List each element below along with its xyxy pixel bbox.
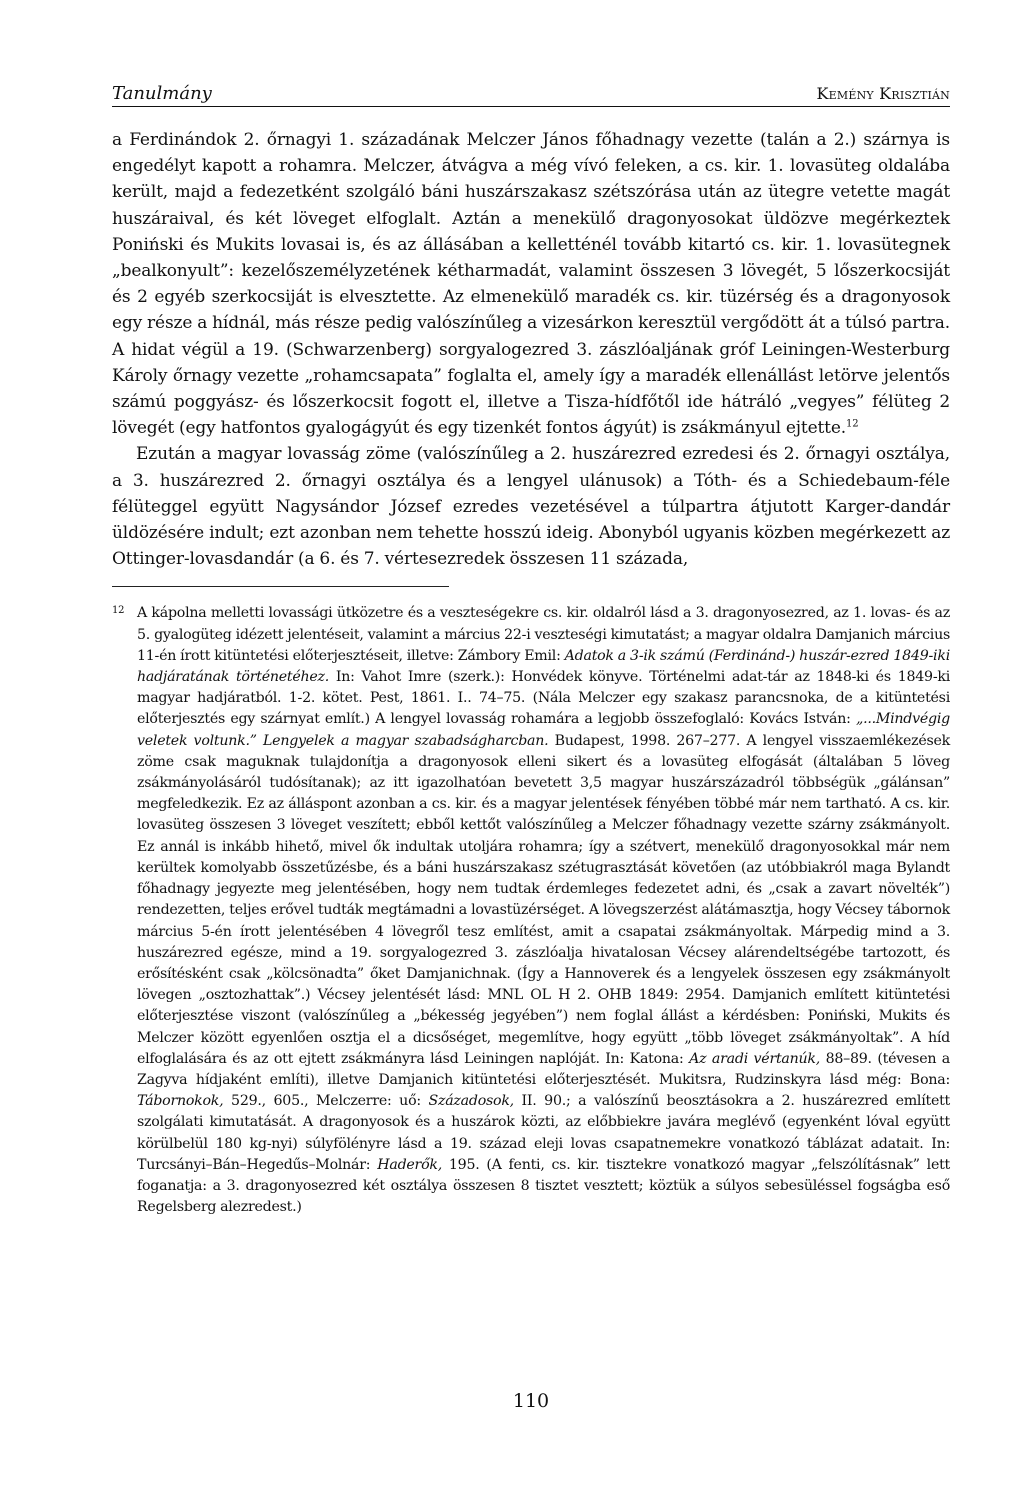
footnote-title: Haderők,	[377, 1156, 442, 1173]
footnote-text: Budapest, 1998. 267–277. A lengyel visszaemlékezések zöme csak maguknak tulajdonítja a dragonyosok elleni sikert és a lovasüteg elfogását (általában 5 löveg zsákmányolásáról tudósítanak); az itt igazolhatóan bevetett 3,5 magyar huszárszázadról többségük „gálánsan” megfeledkezik. Ez az álláspont azonban a cs. kir. és a magyar jelentések fényében többé már nem tartható. A cs. kir. lovasüteg összesen 3 löveget veszített; ebből kettőt valószínűleg a Melczer főhadnagy vezette szárny zsákmányolt. Ez annál is inkább hihető, mivel ők indultak utoljára rohamra; így a szétvert, menekülő dragonyosokkal már nem kerültek komolyabb összetűzésbe, és a báni huszárszakasz szétugrasztását követően (az utóbbiakról maga Bylandt főhadnagy jegyezte meg jelentésében, hogy nem tudtak érdemleges fedezetet adni, és „csak a zavart növelték”) rendezetten, teljes erővel tudták megtámadni a lovastüzérséget. A lövegszerzést alátámasztja, hogy Vécsey tábornok március 5-én írott jelentésében 4 lövegről tesz említést, amit a csapatai zsákmányoltak. Márpedig mind a 3. huszárezred egésze, mind a 19. sorgyalogezred 3. zászlóalja hivatalosan Vécsey alárendeltségébe tartozott, és erősítésként csak „kölcsönadta” őket Damjanichnak. (Így a Hannoverek és a lengyelek összesen egy zsákmányolt lövegen „osztozhattak”.) Vécsey jelentését lásd: MNL OL H 2. OHB 1849: 2954. Damjanich említett kitüntetési előterjesztése viszont (valószínűleg a „békesség jegyében”) nem foglal állást a kérdésben: Poniński, Mukits és Melczer között egyenlően osztja el a dicsőséget, megemlítve, hogy együtt „több löveget zsákmányoltak”. A híd elfoglalására és az ott ejtett zsákmányra lásd Leiningen naplóját. In: Katona:	[137, 732, 950, 1067]
paragraph-text: a Ferdinándok 2. őrnagyi 1. századának Melczer János főhadnagy vezette (talán a 2.) szárnya is engedélyt kapott a rohamra. Melczer, átvágva a még vívó feleken, a cs. kir. 1. lovasüteg oldalába került, majd a fedezetként szolgáló báni huszárszakasz szétszórása után az ütegre vetette magát huszáraival, és két löveget elfoglalt. Aztán a menekülő dragonyosokat üldözve megérkeztek Poniński és Mukits lovasai is, és az állásában a kelletténél tovább kitartó cs. kir. 1. lovasütegnek „bealkonyult”: kezelőszemélyzetének kétharmadát, valamint összesen 3 lövegét, 5 lőszerkocsiját és 2 egyéb szerkocsiját is elvesztette. Az elmenekülő maradék cs. kir. tüzérség és a dragonyosok egy része a hídnál, más része pedig valószínűleg a vizesárkon keresztül vergődött át a túlsó partra. A hidat végül a 19. (Schwarzenberg) sorgyalogezred 3. zászlóaljának gróf Leiningen-Westerburg Károly őrnagy vezette „rohamcsapata” foglalta el, amely így a maradék ellenállást letörve jelentős számú poggyász- és lőszerkocsit fogott el, illetve a Tisza-hídfőtől ide hátráló „vegyes” félüteg 2 lövegét (egy hatfontos gyalogágyút és egy tizenkét fontos ágyút) is zsákmányul ejtette.	[112, 130, 950, 439]
footnote-text: 88–89. (tévesen a Zagyva hídjaként említi), illetve Damjanich kitüntetési előterjesztését. Mukitsra, Rudzinskyra lásd még: Bona:	[137, 1050, 950, 1088]
page-number: 110	[512, 1390, 550, 1412]
footnote-text: 529., 605., Melczerre: uő:	[223, 1093, 429, 1110]
running-header	[112, 84, 950, 107]
footnote-title: Tábornokok,	[137, 1093, 224, 1110]
paragraph	[112, 127, 950, 441]
footnote-title: Századosok,	[428, 1093, 514, 1110]
author-name: Kemény Krisztián	[816, 84, 950, 103]
paragraph: Ezután a magyar lovasság zöme (valószínűleg a 2. huszárezred ezredesi és 2. őrnagyi osztálya, a 3. huszárezred 2. őrnagyi osztálya és a lengyel ulánusok) a Tóth- és a Schiedebaum-féle félüteggel együtt Nagysándor József ezredes vezetésével a túlpartra átjutott Karger-dandár üldözésére indult; ezt azonban nem tehette hosszú ideig. Abonyból ugyanis közben megérkezett az Ottinger-lovasdandár (a 6. és 7. vértesezredek összesen 11 százada,	[112, 444, 950, 570]
footnote-text: In: Vahot Imre (szerk.): Honvédek könyve. Történelmi adat-tár az 1848-ki és 1849-ki magyar hadjáratból. 1-2. kötet. Pest, 1861. I.. 74–75. (Nála Melczer egy szakasz parancsnoka, de a kitüntetési előterjesztés egy szárnyat említ.) A lengyel lovasság rohamára a legjobb összefoglaló: Kovács István:	[137, 669, 950, 728]
footnote-text: 195. (A fenti, cs. kir. tisztekre vonatkozó magyar „felszólításnak” lett foganatja: a 3. dragonyosezred két osztálya összesen 8 tisztet vesztett; köztük a súlyos sebesüléssel fogságba eső Regelsberg alezredest.)	[137, 1156, 951, 1216]
footnote-separator	[112, 586, 449, 587]
footnote-title: Adatok a 3-ik számú (Ferdinánd-) huszár-ezred 1849-iki hadjáratának történetéhez.	[137, 647, 950, 686]
footnote-text: II. 90.; a valószínű beosztásokra a 2. huszárezred említett szolgálati kimutatását. A dragonyosok és a huszárok közti, az előbbiekre javára meglévő (egyenként lóval együtt körülbelül 180 kg-nyi) súlyfölényre lásd a 19. század eleji lovas csapatnemekre vonatkozó táblázat adatait. In: Turcsányi–Bán–Hegedűs–Molnár:	[137, 1093, 950, 1173]
footnote-text: A kápolna melletti lovassági ütközetre és a veszteségekre cs. kir. oldalról lásd a 3. dragonyosezred, az 1. lovas- és az 5. gyalogüteg idézett jelentéseit, valamint a március 22-i veszteségi kimutatást; a magyar oldalra Damjanich március 11-én írott kitüntetési előterjesztéseit, illetve: Zámbory Emil:	[137, 605, 950, 664]
footnote-title: Az aradi vértanúk,	[689, 1050, 821, 1067]
footnote-number: 12	[112, 605, 125, 617]
main-text	[112, 127, 950, 572]
book-page	[112, 83, 951, 1412]
footnote-title: „...Mindvégig veletek voltunk.” Lengyelek a magyar szabadságharcban.	[137, 711, 950, 749]
footnote	[112, 603, 950, 1218]
section-title: Tanulmány	[112, 83, 212, 104]
footnote-reference[interactable]: 12	[846, 418, 859, 430]
